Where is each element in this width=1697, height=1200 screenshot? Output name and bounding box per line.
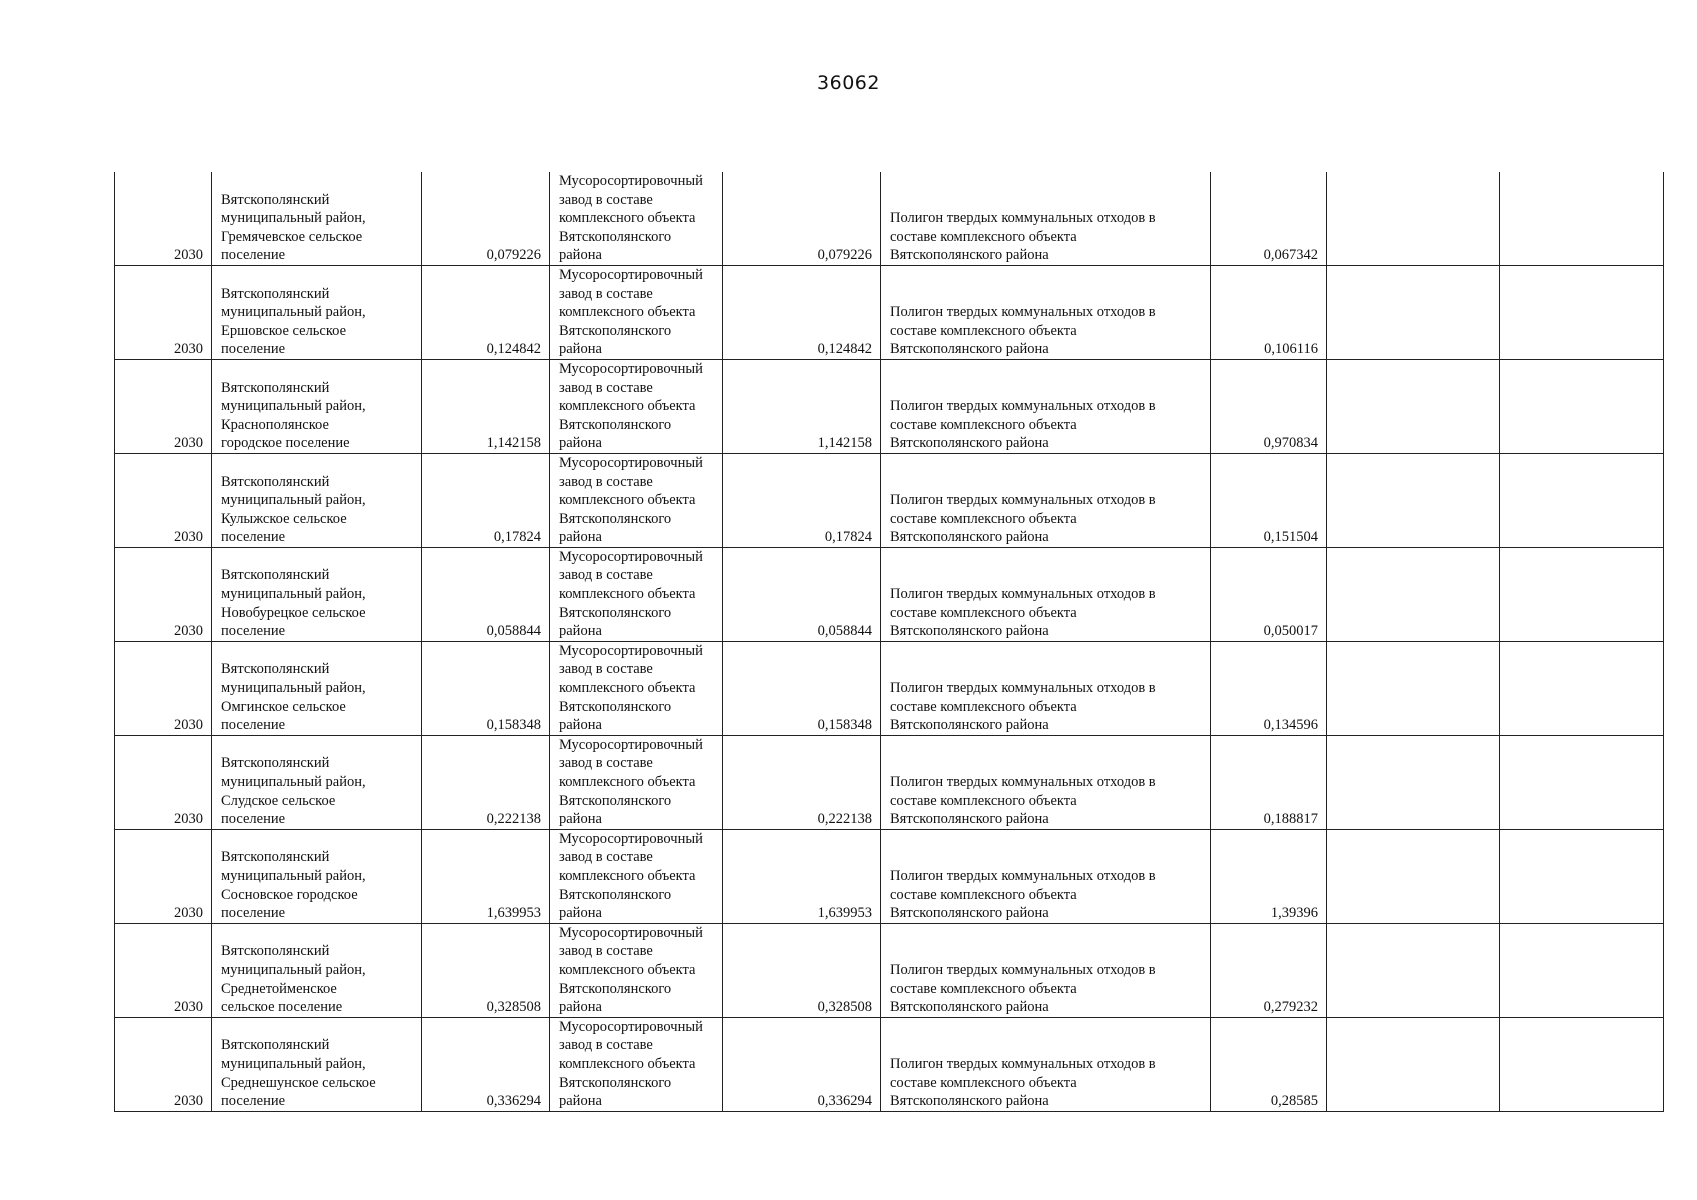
cell-amount-to-landfill: 0,151504 xyxy=(1211,453,1327,547)
cell-sorting-facility-line: завод в составе xyxy=(559,285,653,302)
cell-sorting-facility-line: Вятскополянского xyxy=(559,604,672,621)
cell-sorting-facility-line: Вятскополянского xyxy=(559,228,672,245)
cell-year: 2030 xyxy=(115,641,212,735)
cell-amount-to-landfill: 0,106116 xyxy=(1211,265,1327,359)
cell-territory-line: Краснополянское xyxy=(221,416,329,433)
cell-sorting-facility-line: Мусоросортировочный xyxy=(559,266,703,283)
cell-territory xyxy=(212,453,422,547)
cell-amount-to-facility: 0,124842 xyxy=(723,265,881,359)
cell-territory-line: муниципальный район, xyxy=(221,398,366,415)
cell-sorting-facility-line: завод в составе xyxy=(559,473,653,490)
cell-territory-line: поселение xyxy=(221,341,286,358)
cell-territory-line: Вятскополянский xyxy=(221,661,330,678)
cell-landfill-line: составе комплексного объекта xyxy=(890,1074,1077,1091)
cell-amount-generated: 1,639953 xyxy=(422,829,550,923)
cell-sorting-facility-line: завод в составе xyxy=(559,943,653,960)
cell-sorting-facility xyxy=(550,359,723,453)
cell-empty xyxy=(1327,547,1500,641)
cell-landfill-line: составе комплексного объекта xyxy=(890,792,1077,809)
cell-landfill-line: Полигон твердых коммунальных отходов в xyxy=(890,680,1156,697)
cell-sorting-facility-line: района xyxy=(559,1093,602,1110)
cell-territory-line: Омгинское сельское xyxy=(221,698,346,715)
cell-year: 2030 xyxy=(115,829,212,923)
cell-sorting-facility-line: комплексного объекта xyxy=(559,1055,696,1072)
cell-amount-to-landfill: 0,970834 xyxy=(1211,359,1327,453)
cell-sorting-facility-line: завод в составе xyxy=(559,379,653,396)
cell-landfill xyxy=(881,265,1211,359)
cell-sorting-facility-line: Вятскополянского xyxy=(559,980,672,997)
cell-territory xyxy=(212,829,422,923)
cell-sorting-facility-line: комплексного объекта xyxy=(559,774,696,790)
cell-amount-generated: 0,079226 xyxy=(422,172,550,265)
cell-territory-line: Вятскополянский xyxy=(221,473,330,490)
cell-landfill-line: Вятскополянского района xyxy=(890,999,1049,1016)
cell-sorting-facility-line: завод в составе xyxy=(559,849,653,866)
cell-amount-generated: 0,328508 xyxy=(422,923,550,1017)
cell-landfill-line: Полигон твердых коммунальных отходов в xyxy=(890,774,1156,790)
cell-landfill-line: Полигон твердых коммунальных отходов в xyxy=(890,492,1156,509)
cell-sorting-facility-line: Мусоросортировочный xyxy=(559,360,703,377)
cell-sorting-facility-line: Мусоросортировочный xyxy=(559,924,703,941)
cell-landfill-line: составе комплексного объекта xyxy=(890,604,1077,621)
cell-landfill xyxy=(881,172,1211,265)
cell-sorting-facility xyxy=(550,547,723,641)
cell-territory-line: Вятскополянский xyxy=(221,943,330,960)
cell-sorting-facility-line: завод в составе xyxy=(559,1037,653,1054)
cell-empty xyxy=(1500,547,1664,641)
cell-amount-generated: 1,142158 xyxy=(422,359,550,453)
cell-territory-line: поселение xyxy=(221,623,286,640)
cell-sorting-facility-line: района xyxy=(559,905,602,922)
cell-territory-line: муниципальный район, xyxy=(221,867,366,884)
cell-territory-line: Кулыжское сельское xyxy=(221,510,347,527)
cell-landfill-line: составе комплексного объекта xyxy=(890,416,1077,433)
cell-territory xyxy=(212,735,422,829)
cell-landfill xyxy=(881,735,1211,829)
cell-amount-to-facility: 0,158348 xyxy=(723,641,881,735)
cell-amount-to-landfill: 0,188817 xyxy=(1211,735,1327,829)
cell-sorting-facility-line: района xyxy=(559,717,602,734)
cell-sorting-facility xyxy=(550,923,723,1017)
cell-territory-line: муниципальный район, xyxy=(221,774,366,790)
table-row xyxy=(115,265,1664,359)
cell-year: 2030 xyxy=(115,547,212,641)
cell-sorting-facility xyxy=(550,829,723,923)
cell-year: 2030 xyxy=(115,1017,212,1111)
cell-territory-line: Гремячевское сельское xyxy=(221,228,363,245)
cell-amount-to-landfill: 0,050017 xyxy=(1211,547,1327,641)
cell-empty xyxy=(1500,265,1664,359)
cell-territory xyxy=(212,923,422,1017)
cell-year: 2030 xyxy=(115,172,212,265)
cell-year: 2030 xyxy=(115,359,212,453)
cell-sorting-facility-line: комплексного объекта xyxy=(559,492,696,509)
cell-empty xyxy=(1500,359,1664,453)
cell-amount-to-landfill: 0,134596 xyxy=(1211,641,1327,735)
cell-territory-line: поселение xyxy=(221,529,286,546)
cell-amount-to-facility: 0,222138 xyxy=(723,735,881,829)
cell-landfill-line: Вятскополянского района xyxy=(890,623,1049,640)
cell-landfill-line: Вятскополянского района xyxy=(890,247,1049,264)
cell-landfill-line: Полигон твердых коммунальных отходов в xyxy=(890,304,1156,321)
cell-empty xyxy=(1500,453,1664,547)
cell-sorting-facility xyxy=(550,172,723,265)
cell-sorting-facility-line: района xyxy=(559,341,602,358)
cell-sorting-facility-line: района xyxy=(559,999,602,1016)
cell-amount-to-facility: 0,336294 xyxy=(723,1017,881,1111)
cell-sorting-facility-line: района xyxy=(559,435,602,452)
table-body xyxy=(115,172,1664,1111)
cell-empty xyxy=(1327,265,1500,359)
cell-amount-to-landfill: 0,067342 xyxy=(1211,172,1327,265)
table-row xyxy=(115,923,1664,1017)
cell-amount-generated: 0,124842 xyxy=(422,265,550,359)
cell-amount-to-landfill: 0,28585 xyxy=(1211,1017,1327,1111)
cell-sorting-facility xyxy=(550,453,723,547)
cell-empty xyxy=(1500,1017,1664,1111)
cell-sorting-facility-line: Вятскополянского xyxy=(559,698,672,715)
table-row xyxy=(115,359,1664,453)
cell-landfill-line: составе комплексного объекта xyxy=(890,510,1077,527)
cell-territory-line: поселение xyxy=(221,717,286,734)
cell-sorting-facility-line: района xyxy=(559,811,602,828)
cell-landfill-line: Полигон твердых коммунальных отходов в xyxy=(890,586,1156,603)
cell-territory-line: муниципальный район, xyxy=(221,1055,366,1072)
cell-landfill-line: составе комплексного объекта xyxy=(890,228,1077,245)
cell-landfill-line: Вятскополянского района xyxy=(890,435,1049,452)
waste-flow-table xyxy=(114,172,1664,1112)
cell-landfill-line: составе комплексного объекта xyxy=(890,322,1077,339)
cell-landfill-line: Вятскополянского района xyxy=(890,905,1049,922)
cell-territory-line: поселение xyxy=(221,811,286,828)
cell-sorting-facility-line: Мусоросортировочный xyxy=(559,1018,703,1035)
cell-amount-to-landfill: 1,39396 xyxy=(1211,829,1327,923)
cell-territory-line: сельское поселение xyxy=(221,999,343,1016)
cell-sorting-facility-line: комплексного объекта xyxy=(559,586,696,603)
cell-amount-to-facility: 0,079226 xyxy=(723,172,881,265)
cell-sorting-facility-line: района xyxy=(559,529,602,546)
cell-landfill xyxy=(881,923,1211,1017)
table-row xyxy=(115,735,1664,829)
cell-landfill xyxy=(881,547,1211,641)
cell-landfill-line: Вятскополянского района xyxy=(890,717,1049,734)
cell-empty xyxy=(1327,923,1500,1017)
cell-amount-generated: 0,222138 xyxy=(422,735,550,829)
cell-sorting-facility-line: Вятскополянского xyxy=(559,510,672,527)
cell-landfill xyxy=(881,453,1211,547)
cell-territory-line: муниципальный район, xyxy=(221,210,366,227)
cell-empty xyxy=(1500,829,1664,923)
cell-year: 2030 xyxy=(115,735,212,829)
cell-empty xyxy=(1327,1017,1500,1111)
cell-amount-to-facility: 0,328508 xyxy=(723,923,881,1017)
cell-landfill-line: составе комплексного объекта xyxy=(890,698,1077,715)
cell-territory-line: муниципальный район, xyxy=(221,680,366,697)
cell-empty xyxy=(1500,641,1664,735)
table-row xyxy=(115,641,1664,735)
cell-sorting-facility-line: комплексного объекта xyxy=(559,304,696,321)
cell-sorting-facility-line: Мусоросортировочный xyxy=(559,736,703,753)
cell-sorting-facility-line: района xyxy=(559,623,602,640)
cell-landfill-line: Полигон твердых коммунальных отходов в xyxy=(890,961,1156,978)
cell-territory xyxy=(212,265,422,359)
cell-empty xyxy=(1327,735,1500,829)
cell-sorting-facility-line: комплексного объекта xyxy=(559,398,696,415)
cell-year: 2030 xyxy=(115,923,212,1017)
table-row xyxy=(115,1017,1664,1111)
waste-flow-table-container xyxy=(114,172,1663,1112)
cell-territory-line: Вятскополянский xyxy=(221,849,330,866)
cell-sorting-facility-line: Вятскополянского xyxy=(559,322,672,339)
cell-territory-line: Вятскополянский xyxy=(221,379,330,396)
cell-territory-line: Вятскополянский xyxy=(221,191,330,208)
cell-sorting-facility-line: завод в составе xyxy=(559,567,653,584)
cell-landfill xyxy=(881,829,1211,923)
cell-empty xyxy=(1327,829,1500,923)
cell-empty xyxy=(1327,172,1500,265)
cell-landfill-line: составе комплексного объекта xyxy=(890,886,1077,903)
cell-amount-to-facility: 1,639953 xyxy=(723,829,881,923)
cell-empty xyxy=(1327,359,1500,453)
cell-sorting-facility-line: Мусоросортировочный xyxy=(559,830,703,847)
cell-territory-line: Среднешунское сельское xyxy=(221,1074,376,1091)
cell-sorting-facility-line: Мусоросортировочный xyxy=(559,454,703,471)
cell-territory-line: муниципальный район, xyxy=(221,492,366,509)
cell-territory-line: поселение xyxy=(221,247,286,264)
cell-territory xyxy=(212,359,422,453)
cell-amount-generated: 0,17824 xyxy=(422,453,550,547)
page-number: 36062 xyxy=(817,72,880,94)
cell-territory-line: Вятскополянский xyxy=(221,755,330,772)
cell-territory-line: Сосновское городское xyxy=(221,886,358,903)
cell-amount-to-facility: 1,142158 xyxy=(723,359,881,453)
table-row xyxy=(115,172,1664,265)
cell-sorting-facility-line: завод в составе xyxy=(559,755,653,772)
cell-sorting-facility xyxy=(550,735,723,829)
cell-territory-line: муниципальный район, xyxy=(221,304,366,321)
table-row xyxy=(115,829,1664,923)
cell-empty xyxy=(1500,172,1664,265)
cell-territory-line: поселение xyxy=(221,1093,286,1110)
cell-territory-line: Ершовское сельское xyxy=(221,322,347,339)
cell-sorting-facility-line: комплексного объекта xyxy=(559,867,696,884)
cell-sorting-facility-line: Вятскополянского xyxy=(559,1074,672,1091)
cell-sorting-facility-line: Мусоросортировочный xyxy=(559,642,703,659)
cell-landfill-line: Вятскополянского района xyxy=(890,341,1049,358)
cell-landfill-line: Полигон твердых коммунальных отходов в xyxy=(890,867,1156,884)
cell-amount-to-facility: 0,17824 xyxy=(723,453,881,547)
cell-empty xyxy=(1327,641,1500,735)
cell-sorting-facility-line: Вятскополянского xyxy=(559,416,672,433)
cell-amount-generated: 0,158348 xyxy=(422,641,550,735)
cell-landfill xyxy=(881,641,1211,735)
cell-landfill-line: составе комплексного объекта xyxy=(890,980,1077,997)
cell-sorting-facility-line: комплексного объекта xyxy=(559,680,696,697)
cell-sorting-facility-line: района xyxy=(559,247,602,264)
cell-landfill-line: Вятскополянского района xyxy=(890,529,1049,546)
cell-territory-line: муниципальный район, xyxy=(221,586,366,603)
cell-sorting-facility-line: комплексного объекта xyxy=(559,210,696,227)
cell-empty xyxy=(1327,453,1500,547)
cell-landfill-line: Полигон твердых коммунальных отходов в xyxy=(890,398,1156,415)
cell-empty xyxy=(1500,735,1664,829)
cell-sorting-facility-line: Вятскополянского xyxy=(559,792,672,809)
cell-empty xyxy=(1500,923,1664,1017)
cell-amount-generated: 0,058844 xyxy=(422,547,550,641)
cell-landfill-line: Полигон твердых коммунальных отходов в xyxy=(890,1055,1156,1072)
cell-sorting-facility-line: завод в составе xyxy=(559,661,653,678)
cell-landfill-line: Полигон твердых коммунальных отходов в xyxy=(890,210,1156,227)
cell-territory-line: Вятскополянский xyxy=(221,567,330,584)
cell-territory-line: Новобурецкое сельское xyxy=(221,604,366,621)
cell-territory xyxy=(212,547,422,641)
cell-sorting-facility xyxy=(550,641,723,735)
cell-territory-line: поселение xyxy=(221,905,286,922)
cell-territory-line: Среднетойменское xyxy=(221,980,337,997)
table-row xyxy=(115,453,1664,547)
cell-amount-to-facility: 0,058844 xyxy=(723,547,881,641)
cell-year: 2030 xyxy=(115,453,212,547)
cell-territory-line: муниципальный район, xyxy=(221,961,366,978)
cell-sorting-facility xyxy=(550,265,723,359)
cell-sorting-facility-line: Вятскополянского xyxy=(559,886,672,903)
cell-territory xyxy=(212,1017,422,1111)
cell-landfill xyxy=(881,359,1211,453)
cell-landfill xyxy=(881,1017,1211,1111)
cell-amount-to-landfill: 0,279232 xyxy=(1211,923,1327,1017)
table-row xyxy=(115,547,1664,641)
cell-territory-line: Слудское сельское xyxy=(221,792,336,809)
cell-sorting-facility-line: комплексного объекта xyxy=(559,961,696,978)
cell-landfill-line: Вятскополянского района xyxy=(890,811,1049,828)
cell-territory-line: Вятскополянский xyxy=(221,285,330,302)
cell-territory-line: городское поселение xyxy=(221,435,350,452)
cell-territory xyxy=(212,172,422,265)
cell-sorting-facility-line: завод в составе xyxy=(559,191,653,208)
cell-sorting-facility-line: Мусоросортировочный xyxy=(559,173,703,189)
cell-territory-line: Вятскополянский xyxy=(221,1037,330,1054)
cell-year: 2030 xyxy=(115,265,212,359)
cell-sorting-facility-line: Мусоросортировочный xyxy=(559,548,703,565)
cell-territory xyxy=(212,641,422,735)
cell-sorting-facility xyxy=(550,1017,723,1111)
cell-landfill-line: Вятскополянского района xyxy=(890,1093,1049,1110)
cell-amount-generated: 0,336294 xyxy=(422,1017,550,1111)
